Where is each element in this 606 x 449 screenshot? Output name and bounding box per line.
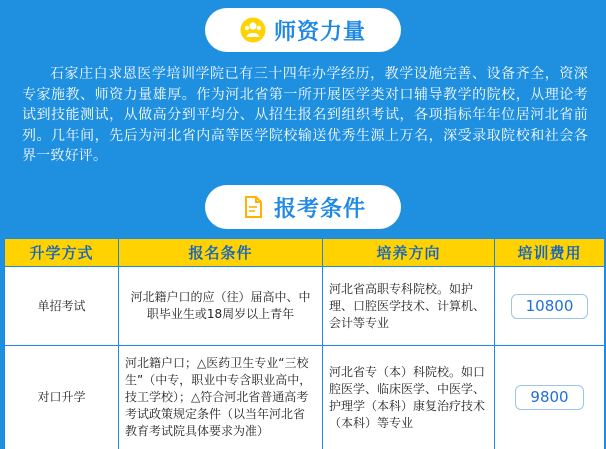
fee-cell [495, 267, 605, 346]
method-cell: 对口升学 [5, 346, 119, 449]
table-row [5, 267, 605, 346]
header-direction: 培养方向 [323, 239, 495, 267]
fee-value: 9800 [515, 385, 583, 410]
header-fee: 培训费用 [495, 239, 605, 267]
faculty-intro-text: 石家庄白求恩医学培训学院已有三十四年办学经历，教学设施完善、设备齐全，资深专家施教、师资力量雄厚。作为河北省第一所开展医学类对口辅导教学的院校，从理论考试到技能测试，从做高分到平均分、从招生报名到组织考试，各项指标年年位居河北省前列。几年间，先后为河北省内高等医学院校输送优秀生源上万名，深受录取院校和社会各界一致好评。 [22, 66, 588, 164]
condition-cell: 河北籍户口；△医药卫生专业“三校生”（中专，职业中专含职业高中，技工学校）；△符合河北省普通高考考试政策规定条件（以当年河北省教育考试院具体要求为准） [119, 346, 323, 449]
method-cell: 单招考试 [5, 267, 119, 346]
header-method: 升学方式 [5, 239, 119, 267]
table-row [5, 346, 605, 449]
section-title-requirements: 报考条件 [273, 196, 366, 222]
direction-cell: 河北省专（本）科院校。如口腔医学、临床医学、中医学、护理学（本科）康复治疗技术（本科）等专业 [323, 346, 495, 449]
table-header-row [5, 239, 605, 267]
section-heading-faculty [205, 8, 401, 52]
fee-cell [495, 346, 605, 449]
requirements-table [4, 238, 605, 449]
fee-value: 10800 [511, 294, 589, 319]
people-icon [240, 17, 266, 43]
header-condition: 报名条件 [119, 239, 323, 267]
section-heading-requirements [205, 185, 401, 229]
document-icon [240, 194, 266, 220]
condition-cell: 河北籍户口的应（往）届高中、中职毕业生或18周岁以上青年 [119, 267, 323, 346]
section-title-faculty: 师资力量 [273, 19, 366, 45]
direction-cell: 河北省高职专科院校。如护理、口腔医学技术、计算机、会计等专业 [323, 267, 495, 346]
